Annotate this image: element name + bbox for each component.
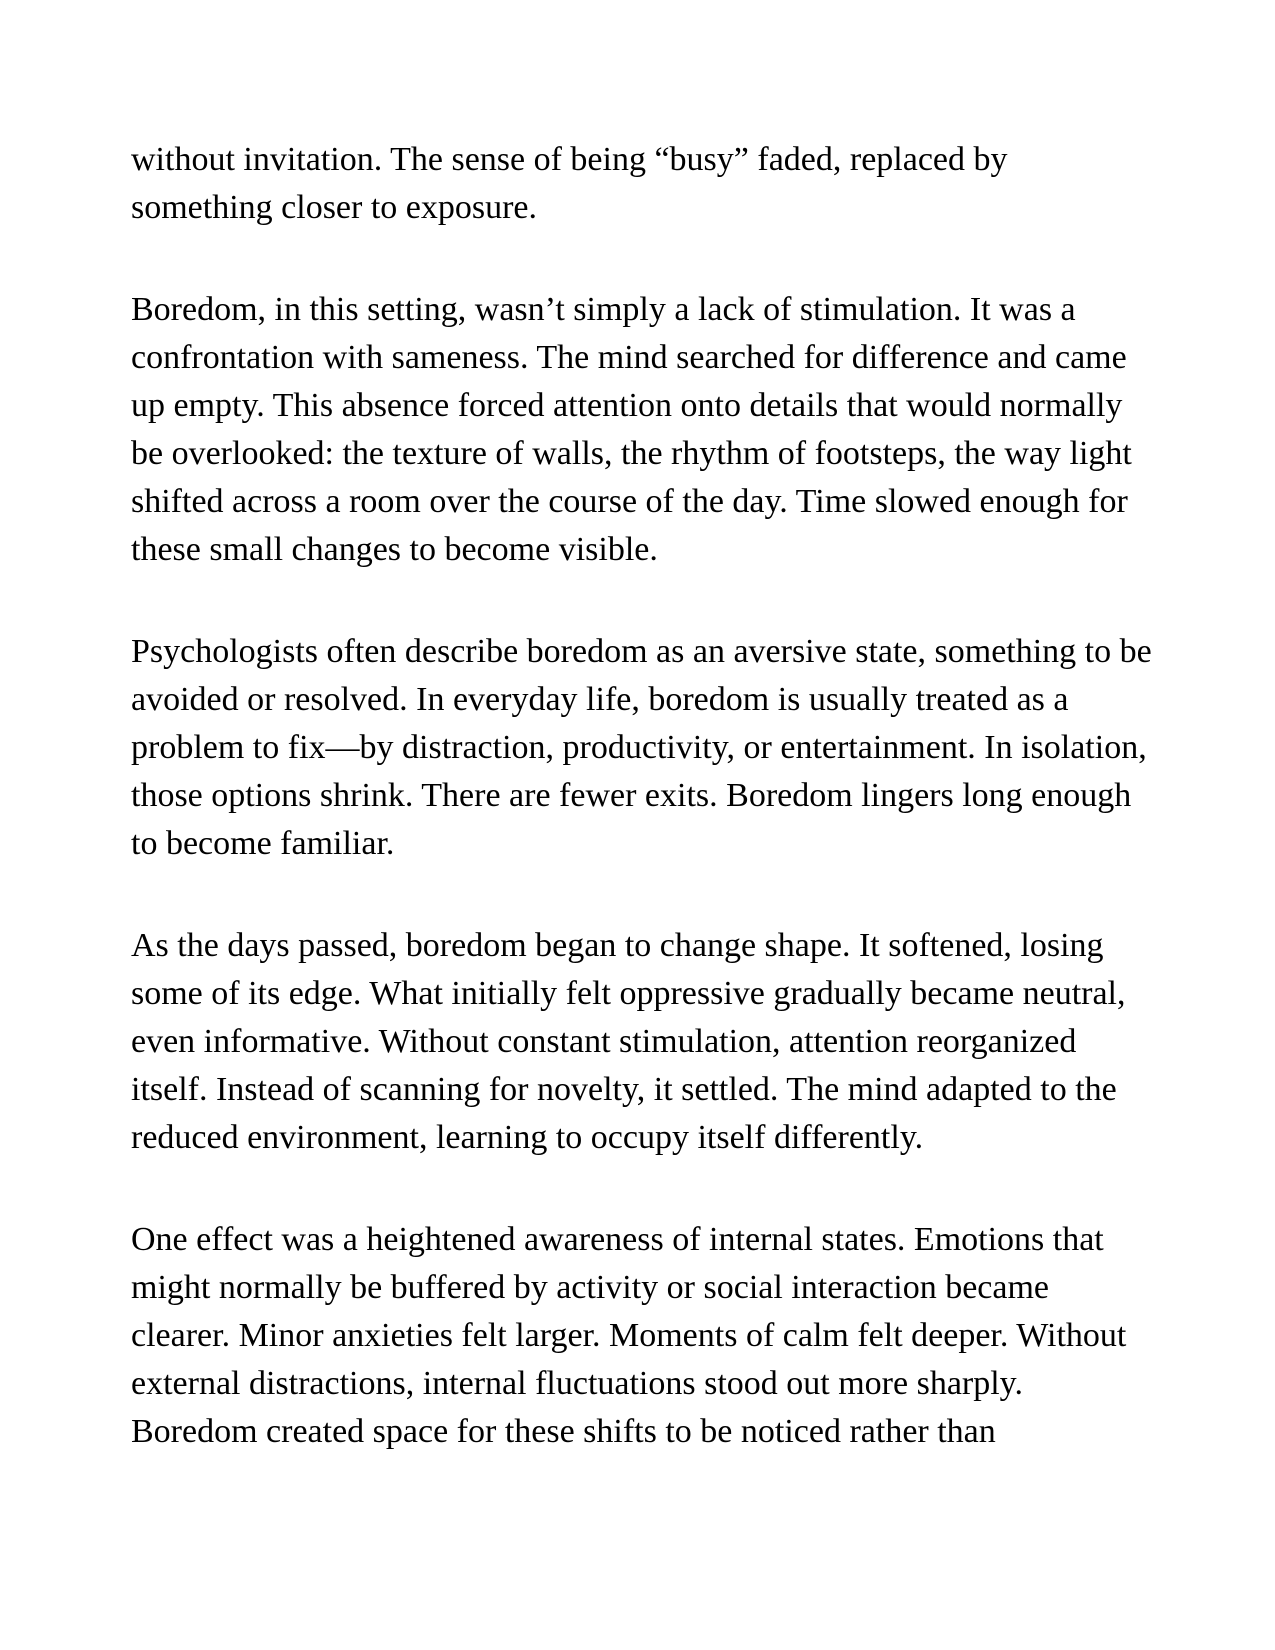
text-line: even informative. Without constant stimulation, attention reorganized	[131, 1023, 1077, 1060]
text-line: something closer to exposure.	[131, 189, 538, 226]
paragraph	[131, 136, 1146, 232]
text-line: those options shrink. There are fewer exits. Boredom lingers long enough	[131, 777, 1132, 814]
text-line: might normally be buffered by activity or social interaction became	[131, 1269, 1049, 1306]
text-line: Psychologists often describe boredom as an aversive state, something to be	[131, 633, 1152, 670]
paragraph	[131, 628, 1152, 868]
text-line: reduced environment, learning to occupy itself differently.	[131, 1119, 924, 1156]
text-line: itself. Instead of scanning for novelty, it settled. The mind adapted to the	[131, 1071, 1117, 1108]
paragraph	[131, 1216, 1146, 1456]
text-line: confrontation with sameness. The mind searched for difference and came	[131, 339, 1127, 376]
text-line: avoided or resolved. In everyday life, boredom is usually treated as a	[131, 681, 1069, 718]
text-line: shifted across a room over the course of the day. Time slowed enough for	[131, 483, 1128, 520]
text-line: to become familiar.	[131, 825, 395, 862]
document-text-body	[131, 136, 1152, 1456]
text-line: Boredom, in this setting, wasn’t simply a lack of stimulation. It was a	[131, 291, 1076, 328]
text-line: some of its edge. What initially felt oppressive gradually became neutral,	[131, 975, 1126, 1012]
text-line: Boredom created space for these shifts to be noticed rather than	[131, 1413, 996, 1450]
text-line: without invitation. The sense of being “busy” faded, replaced by	[131, 141, 1008, 178]
paragraph	[131, 286, 1146, 574]
text-line: One effect was a heightened awareness of internal states. Emotions that	[131, 1221, 1104, 1258]
text-line: be overlooked: the texture of walls, the rhythm of footsteps, the way light	[131, 435, 1132, 472]
text-line: problem to fix—by distraction, productivity, or entertainment. In isolation,	[131, 729, 1147, 766]
text-line: As the days passed, boredom began to change shape. It softened, losing	[131, 927, 1104, 964]
text-line: clearer. Minor anxieties felt larger. Moments of calm felt deeper. Without	[131, 1317, 1127, 1354]
text-line: up empty. This absence forced attention onto details that would normally	[131, 387, 1123, 424]
text-line: external distractions, internal fluctuations stood out more sharply.	[131, 1365, 1023, 1402]
text-line: these small changes to become visible.	[131, 531, 658, 568]
paragraph	[131, 922, 1146, 1162]
